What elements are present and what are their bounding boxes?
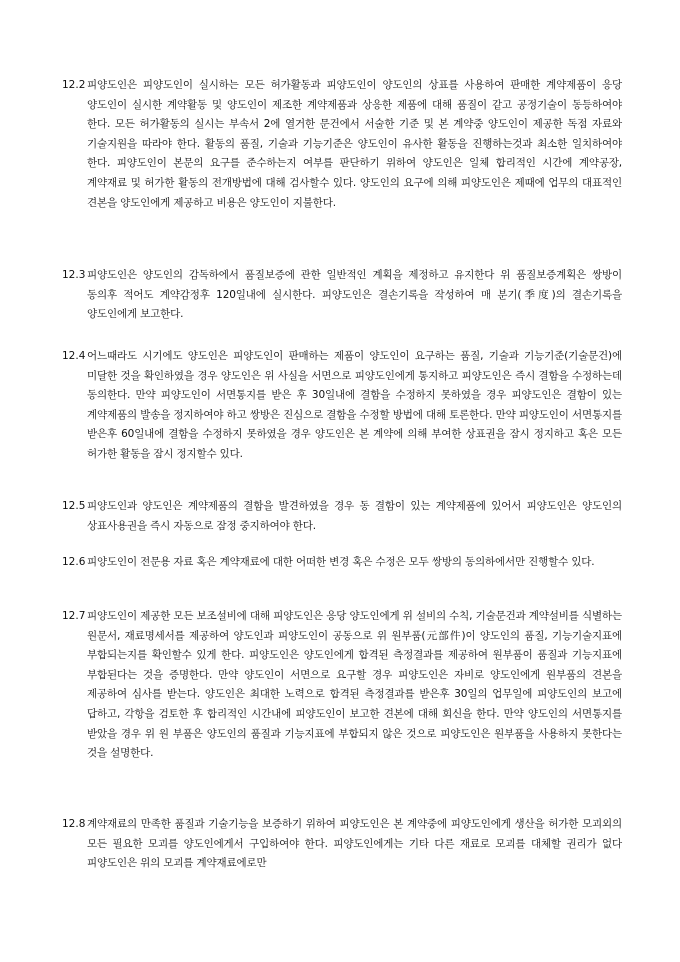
clause-text: 피양도인과 양도인은 계약제품의 결함을 발견하였을 경우 동 결함이 있는 계약제품에 있어서 피양도인은 양도인의 상표사용권을 즉시 자동으로 잠정 중지하여야 한다.	[87, 500, 622, 532]
clause-text: 피양도인은 양도인의 감독하에서 품질보증에 관한 일반적인 계획을 제정하고 유지한다 위 품질보증계획은 쌍방이 동의후 적어도 계약감정후 120일내에 실시한다. 피양도인은 결손기록을 작성하여 매 분기(季度)의 결손기록을 양도인에게 보고한다.	[87, 269, 622, 321]
clause-number: 12.5	[62, 500, 86, 512]
clause-text: 피양도인이 제공한 모든 보조설비에 대해 피양도인은 응당 양도인에게 위 설비의 수칙, 기술문건과 계약설비를 식별하는 원문서, 재료명세서를 제공하여 양도인과 피양도인이 공동으로 위 원부품(元部件)이 양도인의 품질, 기능기술지표에 부합되는지를 확인할수 있게 한다. 피양도인은 양도인에게 합격된 측정결과를 제공하여 원부품이 품질과 기능지표에 부합된다는 것을 증명한다. 만약 양도인이 서면으로 요구할 경우 피양도인은 자비로 양도인에게 원부품의 견본을 제공하여 심사를 받는다. 양도인은 최대한 노력으로 합격된 측정결과를 받은후 30일의 업무일에 피양도인의 보고에 답하고, 각항을 검토한 후 합리적인 시간내에 피양도인이 보고한 견본에 대해 회신을 한다. 만약 양도인의 서면통지를 받았을 경우 위 원 부품은 양도인의 품질과 기능지표에 부합되지 않은 것으로 피양도인은 원부품을 사용하지 못한다는 것을 설명한다.	[87, 610, 622, 760]
clause-number: 12.3	[62, 269, 86, 281]
clause-number: 12.7	[62, 610, 86, 622]
clause-text: 어느때라도 시기에도 양도인은 피양도인이 판매하는 제품이 양도인이 요구하는 품질, 기술과 기능기준(기술문건)에 미달한 것을 확인하였을 경우 양도인은 위 사실을 서면으로 피양도인에게 통지하고 피양도인은 즉시 결함을 수정하는데 동의한다. 만약 피양도인이 서면통지를 받은 후 30일내에 결함을 수정하지 못하였을 경우 피양도인은 결함이 있는 계약제품의 발송을 정지하여야 하고 쌍방은 진심으로 결함을 수정할 방법에 대해 토론한다. 만약 피양도인이 서면통지를 받은후 60일내에 결함을 수정하지 못하였을 경우 양도인은 본 계약에 의해 부여한 상표권을 잠시 정지하고 혹은 모든 허가한 활동을 잠시 정지할수 있다.	[87, 350, 622, 460]
clause-number: 12.2	[62, 79, 86, 91]
clause-number: 12.6	[62, 556, 86, 568]
clause-number: 12.8	[62, 818, 86, 830]
clause-text: 계약재료의 만족한 품질과 기술기능을 보증하기 위하여 피양도인은 본 계약중에 피양도인에게 생산을 허가한 모괴외의 모든 필요한 모괴를 양도인에게서 구입하여야 한다. 피양도인에게는 기타 다른 재료로 모괴를 대체할 권리가 없다 피양도인은 위의 모괴를 계약재료에로만	[87, 818, 622, 870]
clause-text: 피양도인이 전문용 자료 혹은 계약재료에 대한 어떠한 변경 혹은 수정은 모두 쌍방의 동의하에서만 진행할수 있다.	[87, 556, 595, 568]
clause-number: 12.4	[62, 350, 86, 362]
clause-text: 피양도인은 피양도인이 실시하는 모든 허가활동과 피양도인이 양도인의 상표를 사용하여 판매한 계약제품이 응당 양도인이 실시한 계약활동 및 양도인이 제조한 계약제품과 상응한 제품에 대해 품질이 같고 공정기술이 동등하여야 한다. 모든 허가활동의 실시는 부속서 2에 열거한 문건에서 서술한 기준 및 본 계약중 양도인이 제공한 독점 자료와 기술지원을 따라야 한다. 활동의 품질, 기술과 기능기준은 양도인이 유사한 활동을 진행하는것과 최소한 일치하여야 한다. 피양도인이 본문의 요구를 준수하는지 여부를 판단하기 위하여 양도인은 일체 합리적인 시간에 계약공장, 계약재료 및 허가한 활동의 전개방법에 대해 검사할수 있다. 양도인의 요구에 의해 피양도인은 제때에 업무의 대표적인 견본을 양도인에게 제공하고 비용은 양도인이 지불한다.	[87, 79, 622, 209]
